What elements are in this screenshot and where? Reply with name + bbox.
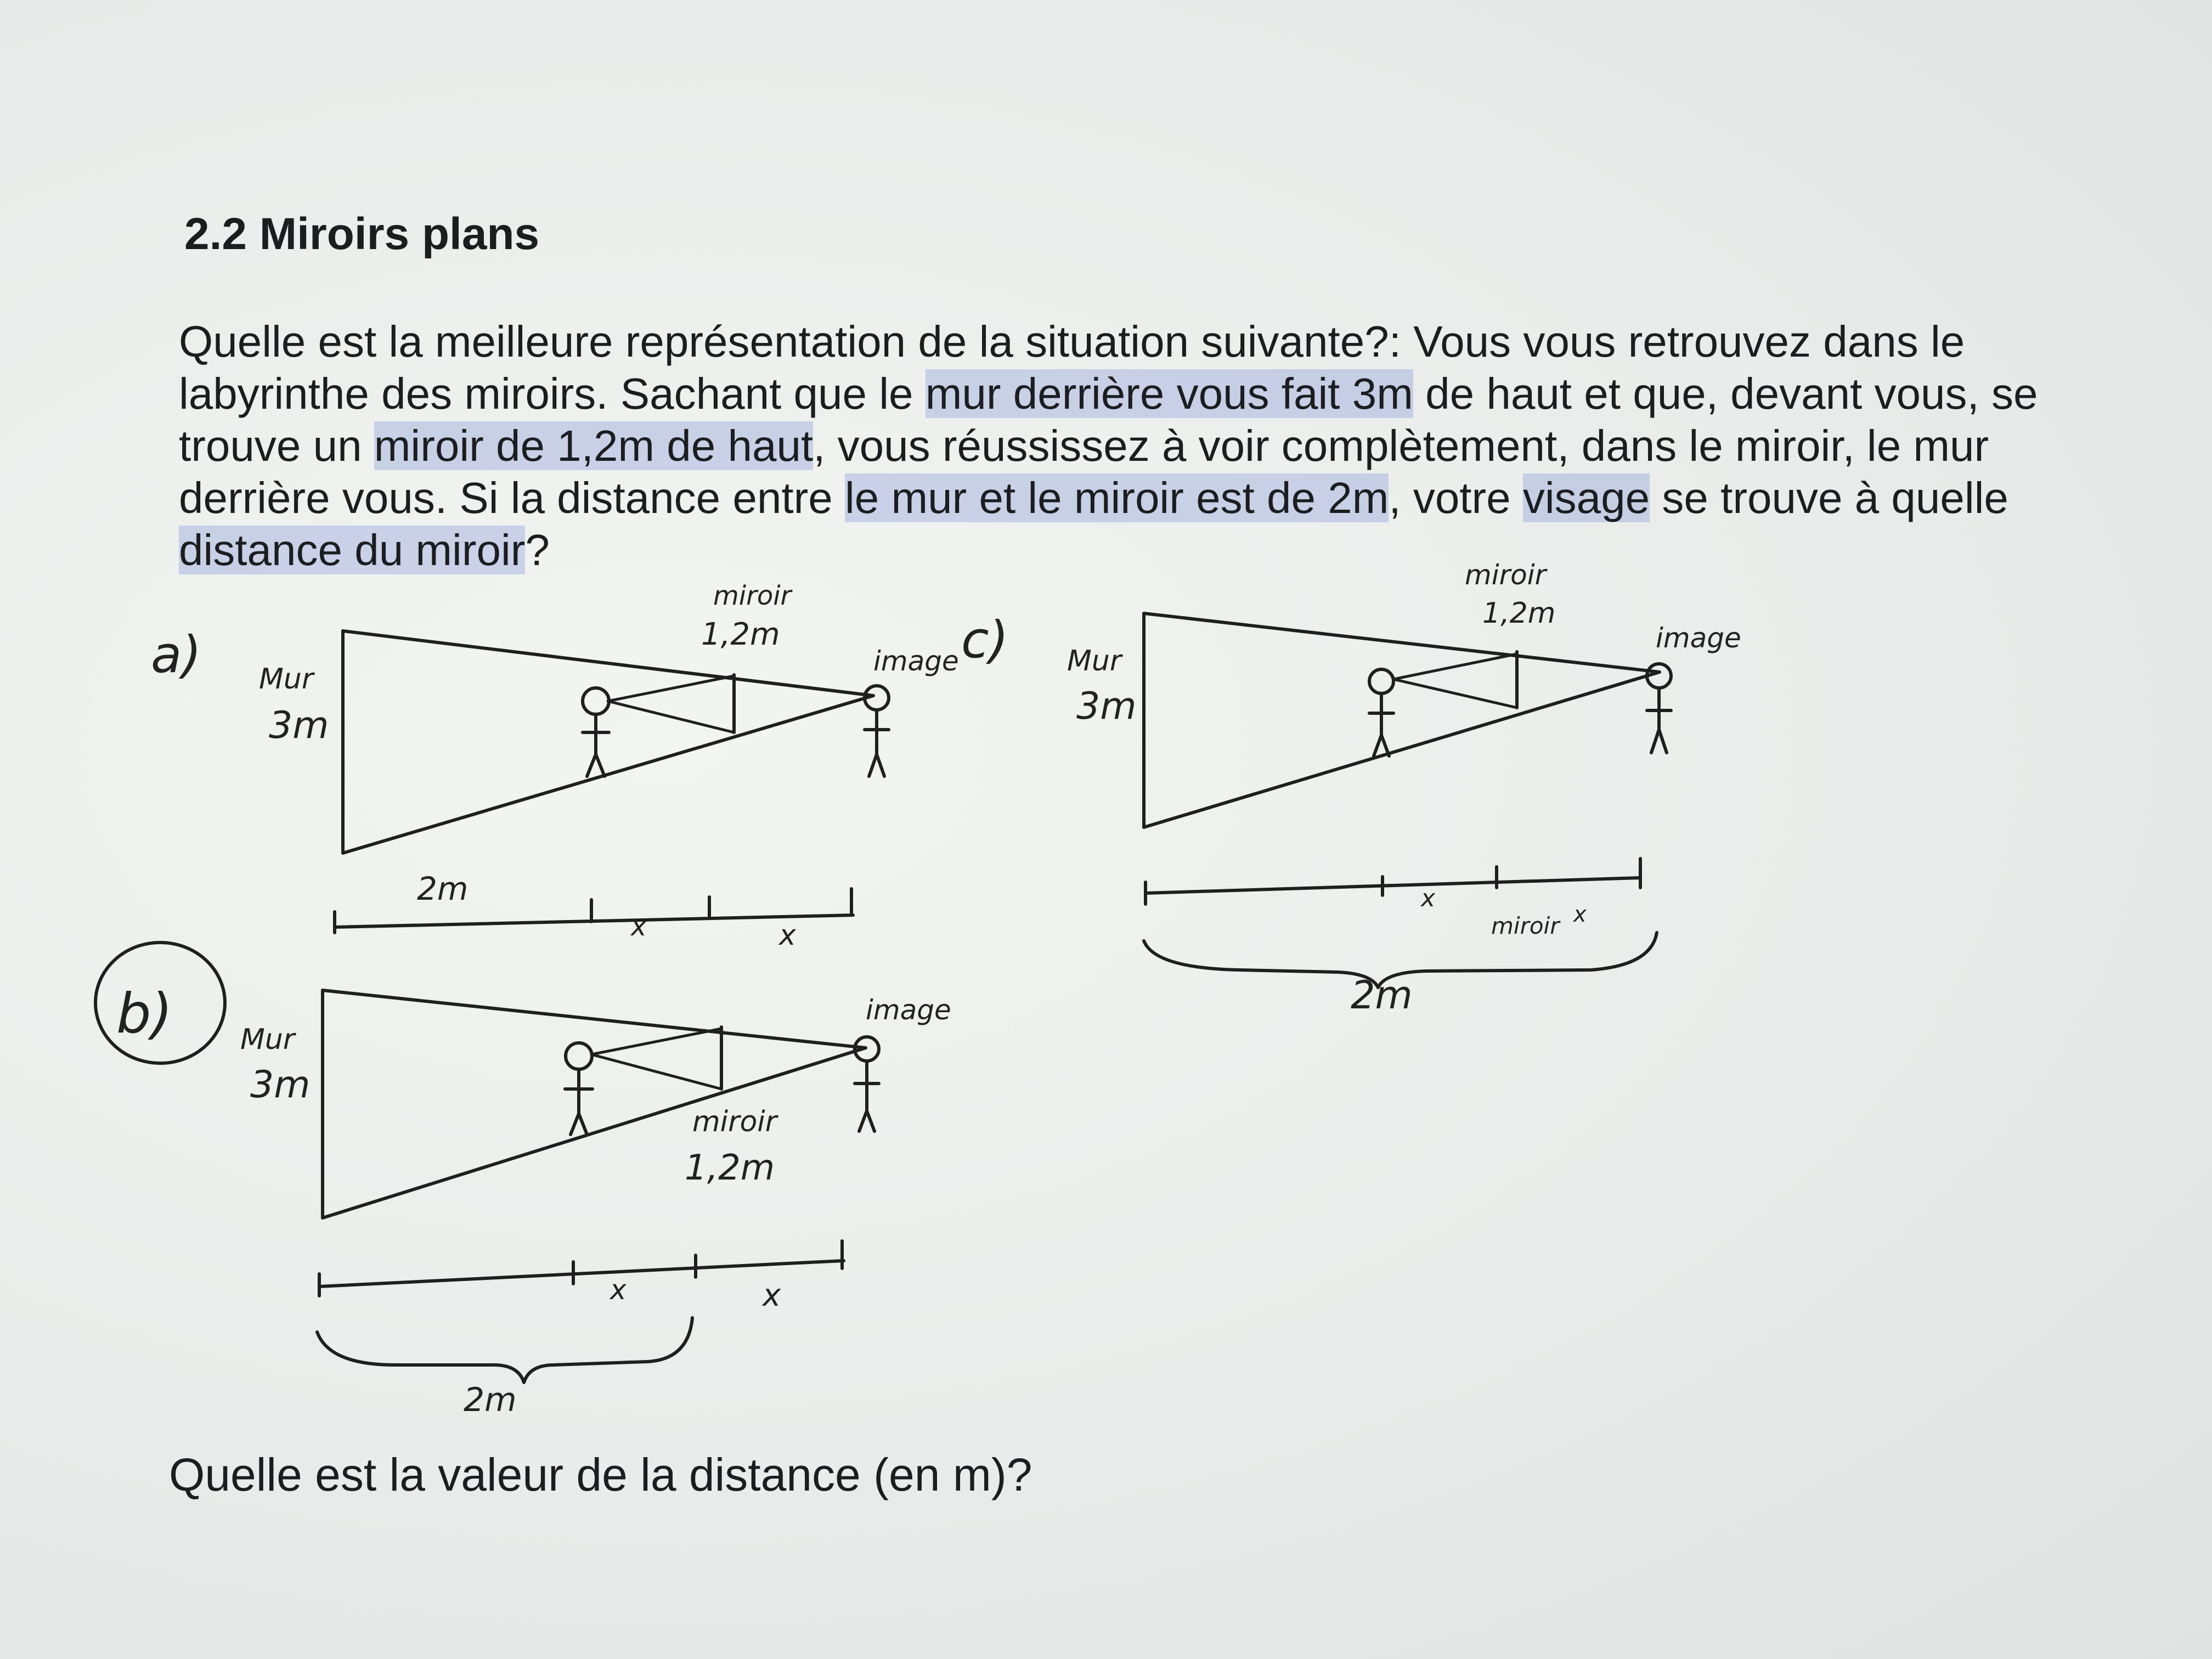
section-title: 2.2 Miroirs plans <box>184 209 540 259</box>
x-label: x <box>631 911 647 942</box>
person-figure <box>1369 669 1393 756</box>
highlight-wall-height: mur derrière vous fait 3m <box>925 369 1413 418</box>
image-label: image <box>1656 622 1741 654</box>
diagram-a <box>151 580 959 952</box>
highlight-mirror-height: miroir de 1,2m de haut <box>374 421 814 470</box>
mirror-label: miroir <box>1465 559 1547 591</box>
highlight-distance-to-mirror: distance du miroir <box>179 526 526 574</box>
mirror-height-label: 1,2m <box>1482 597 1556 630</box>
text-segment: se trouve à quelle <box>1650 473 2008 522</box>
option-b-label: b) <box>116 981 173 1046</box>
light-ray-triangle <box>323 990 866 1218</box>
wall-height-label: 3m <box>269 704 329 747</box>
highlight-wall-mirror-distance: le mur et le miroir est de 2m <box>844 473 1389 522</box>
person-figure <box>565 1043 592 1135</box>
image-label: image <box>873 645 959 677</box>
x-label: x <box>1573 902 1587 927</box>
text-segment: , vous réussissez à voir complètement, dans le miroir, le mur <box>813 421 1989 470</box>
image-label: image <box>866 994 951 1026</box>
text-segment: ? <box>525 526 550 574</box>
highlight-face: visage <box>1522 473 1650 522</box>
final-question: Quelle est la valeur de la distance (en m)? <box>169 1449 1032 1500</box>
text-segment: derrière vous. Si la distance entre <box>179 473 845 522</box>
wall-height-label: 3m <box>250 1063 311 1107</box>
distance-label: 2m <box>417 870 469 907</box>
question-line-1: Quelle est la meilleure représentation de la situation suivante?: Vous vous retrouvez dans le <box>179 317 1965 366</box>
mirror-height-label: 1,2m <box>701 617 780 652</box>
mirror-label: miroir <box>713 580 792 611</box>
wall-height-label: 3m <box>1076 685 1137 728</box>
x-label: x <box>763 1278 781 1313</box>
text-segment: de haut et que, devant vous, se <box>1413 369 2038 418</box>
image-figure <box>1647 664 1671 753</box>
diagram-c <box>961 559 1741 1018</box>
mirror-to-image-label: miroir <box>1491 912 1560 939</box>
text-segment: , votre <box>1389 473 1523 522</box>
x-label: x <box>779 919 796 952</box>
light-ray-triangle <box>1144 613 1660 827</box>
x-label: x <box>610 1274 627 1306</box>
distance-brace <box>317 1318 692 1383</box>
sight-lines <box>591 1029 721 1089</box>
image-figure <box>865 686 889 776</box>
text-segment: labyrinthe des miroirs. Sachant que le <box>179 369 926 418</box>
distance-label: 2m <box>1351 973 1413 1018</box>
text-segment: trouve un <box>179 421 374 470</box>
dimension-line <box>1146 859 1640 904</box>
sight-lines <box>1393 654 1517 708</box>
wall-label: Mur <box>1067 645 1122 678</box>
mirror-label: miroir <box>692 1105 777 1138</box>
option-c-label: c) <box>961 611 1009 669</box>
option-a-label: a) <box>151 625 202 684</box>
distance-label: 2m <box>464 1381 517 1419</box>
dimension-line <box>335 889 853 933</box>
wall-label: Mur <box>259 663 314 696</box>
mirror-height-label: 1,2m <box>685 1148 775 1188</box>
person-figure <box>583 688 609 776</box>
wall-label: Mur <box>240 1023 295 1056</box>
sight-lines <box>608 676 734 732</box>
light-ray-triangle <box>343 631 873 853</box>
x-label: x <box>1421 884 1436 912</box>
diagram-b <box>95 943 951 1419</box>
